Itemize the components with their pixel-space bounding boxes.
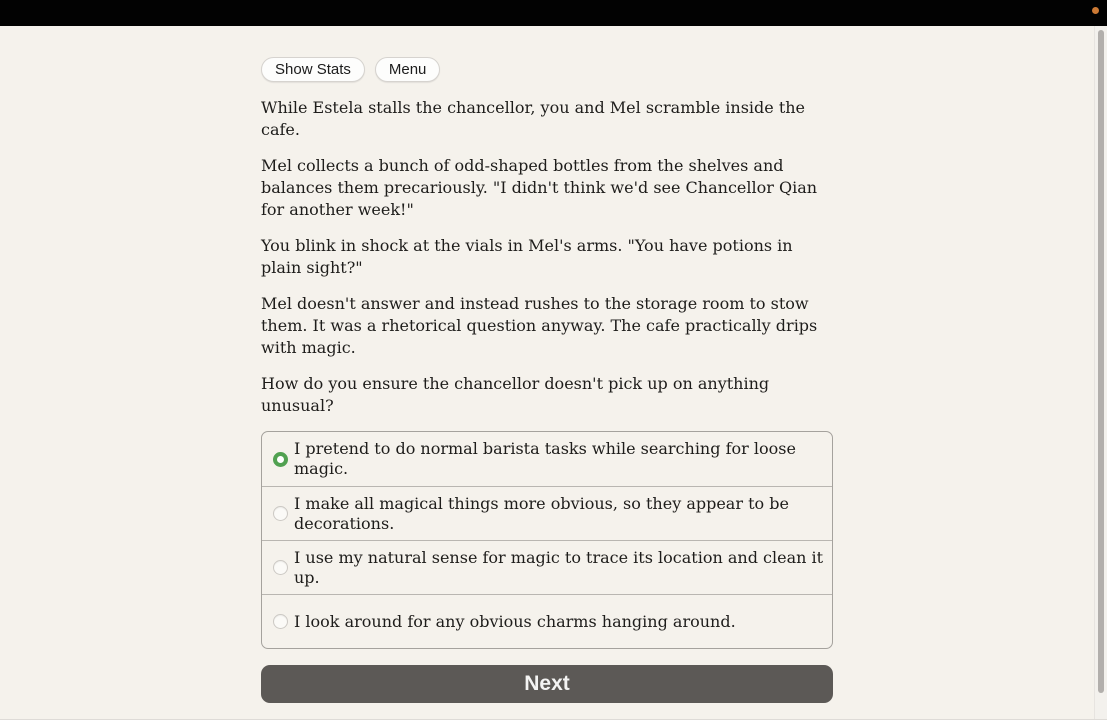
- choice-label: I use my natural sense for magic to trace its location and clean it up.: [294, 547, 824, 587]
- story-paragraph: How do you ensure the chancellor doesn't pick up on anything unusual?: [261, 374, 770, 415]
- story-paragraph: You blink in shock at the vials in Mel's arms. "You have potions in plain sight?": [261, 236, 793, 277]
- story-paragraph: Mel doesn't answer and instead rushes to the storage room to stow them. It was a rhetorical question anyway. The cafe practically drips with magic.: [261, 294, 818, 357]
- choice-option-3[interactable]: [262, 540, 832, 594]
- choice-option-2[interactable]: [262, 486, 832, 540]
- scrollbar-track[interactable]: [1094, 26, 1107, 720]
- choice-option-4[interactable]: [262, 594, 832, 648]
- choice-group: [261, 431, 833, 649]
- story-paragraph: While Estela stalls the chancellor, you and Mel scramble inside the cafe.: [261, 98, 806, 139]
- choice-option-1[interactable]: [262, 432, 832, 486]
- show-stats-button[interactable]: Show Stats: [261, 57, 365, 82]
- toolbar: [261, 57, 833, 82]
- choice-label: I make all magical things more obvious, so they appear to be decorations.: [294, 493, 789, 533]
- story-paragraph: Mel collects a bunch of odd-shaped bottles from the shelves and balances them precariously. "I didn't think we'd see Chancellor Qian for another week!": [261, 156, 818, 219]
- next-button[interactable]: Next: [261, 665, 833, 703]
- story-text: [261, 97, 833, 417]
- choice-label: I pretend to do normal barista tasks while searching for loose magic.: [294, 439, 796, 478]
- recording-indicator-dot: [1092, 7, 1099, 14]
- radio-button[interactable]: [273, 506, 288, 521]
- top-black-bar: [0, 0, 1107, 26]
- menu-button[interactable]: Menu: [375, 57, 441, 82]
- radio-button[interactable]: [273, 614, 288, 629]
- radio-button[interactable]: [273, 560, 288, 575]
- game-page: [261, 26, 833, 703]
- radio-button[interactable]: [273, 452, 288, 467]
- scrollbar-thumb[interactable]: [1098, 30, 1104, 693]
- choice-label: I look around for any obvious charms hanging around.: [294, 611, 736, 631]
